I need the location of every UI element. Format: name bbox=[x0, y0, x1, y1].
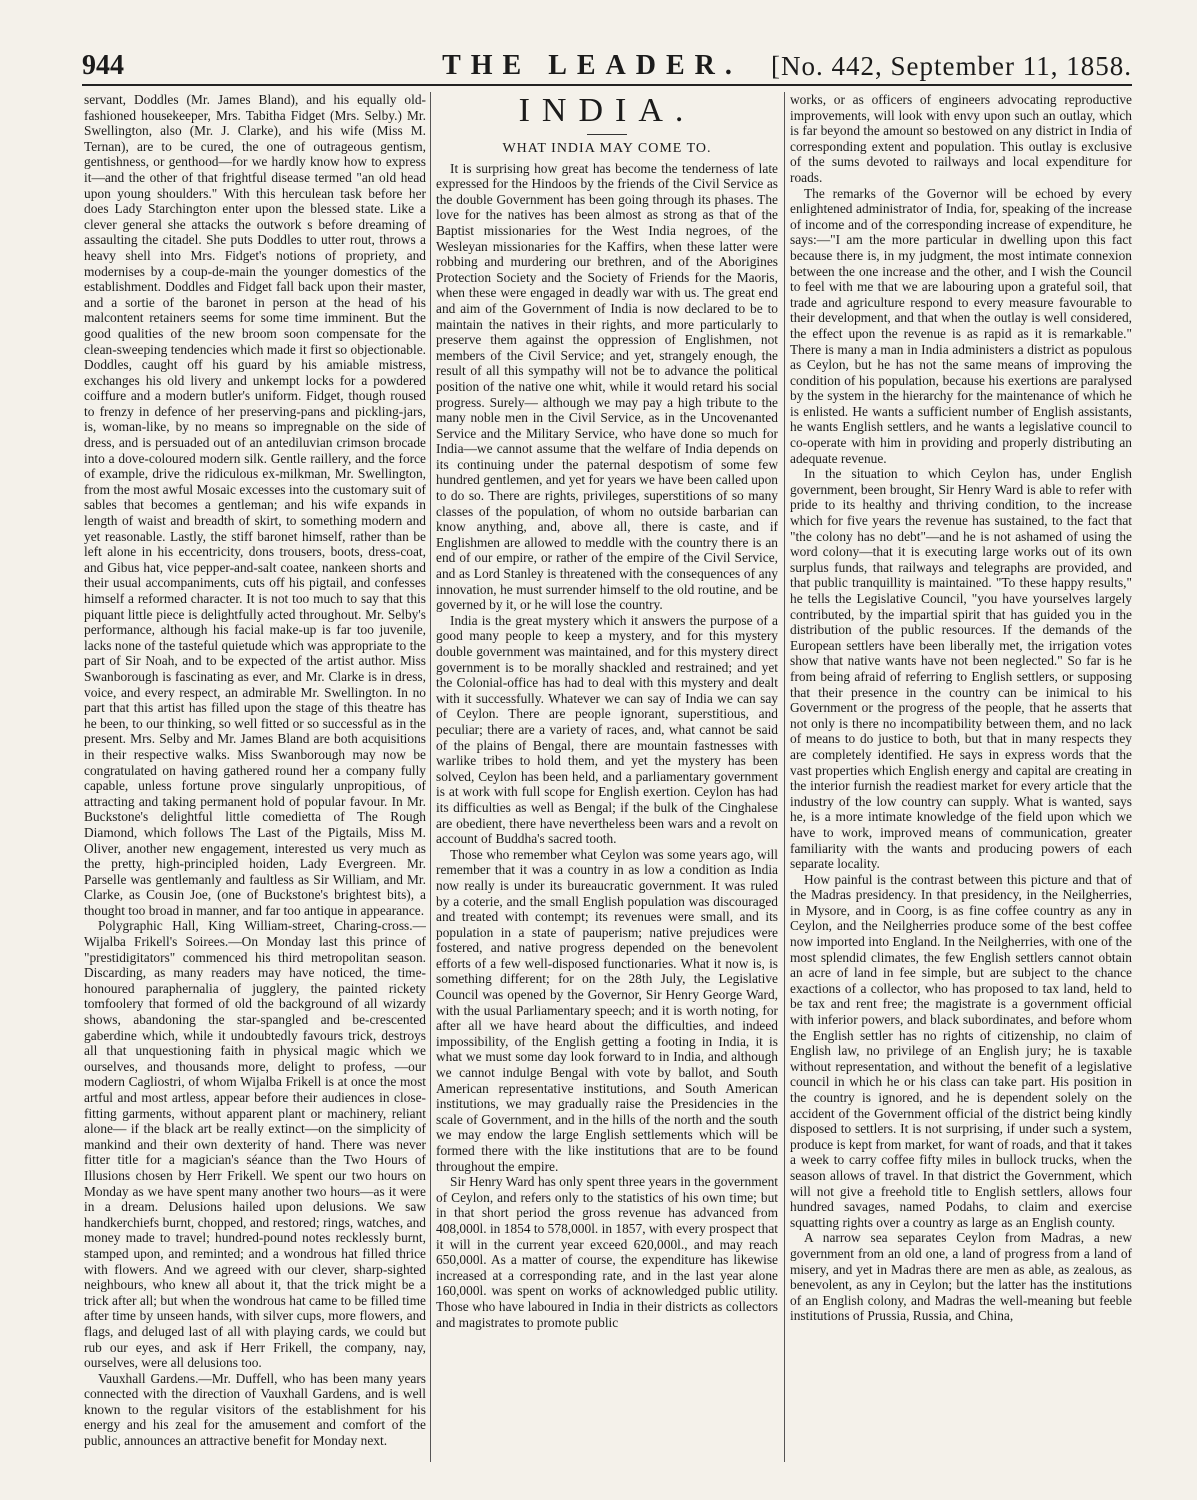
article-paragraph: Sir Henry Ward has only spent three years in the government of Ceylon, and refers only to the statistics of his own time; but in that short period the gross revenue has advanced from 408,000l. in 1854 to 578,000l. in 1857, with every prospect that it will in the current year exceed 620,000l., and may reach 650,000l. As a matter of course, the expenditure has likewise increased at a corresponding rate, and in the last year alone 160,000l. was spent on works of acknowledged public utility. Those who have laboured in India in their districts as collectors and magistrates to promote public bbox=[436, 1174, 778, 1330]
section-heading: INDIA. bbox=[518, 92, 696, 129]
article-paragraph: works, or as officers of engineers advocating reproductive improvements, will look with envy upon such an outlay, which is far beyond the amount so bestowed on any district in India of corresponding extent and population. This outlay is exclusive of the sums devoted to railways and local expenditure for roads. bbox=[790, 92, 1132, 185]
page-header bbox=[82, 48, 1132, 86]
review-paragraph: Vauxhall Gardens.—Mr. Duffell, who has been many years connected with the direction of Vauxhall Gardens, and is well known to the regular visitors of the establishment for his energy and his zeal for the amusement and comfort of the public, announces an attractive benefit for Monday next. bbox=[84, 1370, 426, 1449]
page-number: 944 bbox=[82, 50, 124, 81]
article-title: WHAT INDIA MAY COME TO. bbox=[502, 141, 712, 156]
article-paragraph: In the situation to which Ceylon has, under English government, been brought, Sir Henry Ward is able to refer with pride to its healthy and thriving condition, to the increase which for five years the revenue has sustained, to the fact that "the colony has no debt"—and he is not ashamed of using the word colony—that it is executing large works out of its own surplus funds, that railways and telegraphs are provided, and that public tranquillity is maintained. "To these happy results," he tells the Legislative Council, "you have yourselves largely contributed, by the impartial spirit that has guided you in the distribution of the public resources. If the demands of the European settlers have been liberally met, the irrigation votes show that native wants have not been neglected." So far is he from being afraid of referring to English settlers, or supposing that their presence in the country can be inimical to his Government or the progress of the people, that he asserts that not only is there no incompatibility between them, and no lack of means to do justice to both, but that in many respects they are completely identified. He says in express words that the vast properties which English energy and capital are creating in the interior furnish the readiest market for every article that the industry of the low country can supply. What is wanted, says he, is a more intimate knowledge of the field upon which we have to work, improved means of communication, greater familiarity with the wants and producing powers of each separate locality. bbox=[790, 466, 1132, 872]
section-divider bbox=[587, 134, 627, 135]
article-paragraph: Those who remember what Ceylon was some years ago, will remember that it was a country in as low a condition as India now really is under its bureaucratic government. It was ruled by a coterie, and the small English population was discouraged and treated with contempt; its revenues were small, and its population in a state of pauperism; native prejudices were fostered, and native progress depended on the benevolent efforts of a few well-disposed functionaries. What it now is, is something different; for on the 28th July, the Legislative Council was opened by the Governor, Sir Henry George Ward, with the usual Parliamentary speech; and it is worth noting, for after all we have heard about the difficulties, and indeed impossibility, of the English getting a footing in India, it is what we must some day look forward to in India, and although we cannot indulge Bengal with vote by ballot, and South American representative institutions, and South American institutions, we may gradually raise the Presidencies in the scale of Government, and in the hills of the north and the south we may endow the large English settlements which will be formed there with the like institutions that are to be found throughout the empire. bbox=[436, 846, 778, 1174]
article-paragraph: A narrow sea separates Ceylon from Madras, a new government from an old one, a land of progress from a land of misery, and yet in Madras there are men as able, as zealous, as benevolent, as any in Ceylon; but the latter has the institutions of an English colony, and Madras the well-meaning but feeble institutions of Prussia, Russia, and China, bbox=[790, 1230, 1132, 1324]
article-paragraph: It is surprising how great has become the tenderness of late expressed for the Hindoos by the friends of the Civil Service as the double Government has been going through its phases. The love for the natives has been almost as strong as that of the Baptist missionaries for the West India negroes, of the Wesleyan missionaries for the Kaffirs, when these latter were robbing and murdering our brethren, and of the Aborigines Protection Society and the Society of Friends for the Maoris, when these were engaged in deadly war with us. The great end and aim of the Government of India is now declared to be to maintain the natives in their rights, and more particularly to preserve them against the oppression of Englishmen, not members of the Civil Service; and yet, strangely enough, the result of all this sympathy will not be to advance the political position of the native one whit, while it would retard his social progress. Surely— although we may pay a high tribute to the many noble men in the Civil Service, as in the Uncovenanted Service and the Military Service, who have done so much for India—we cannot assume that the welfare of India depends on its continuing under the paternal despotism of some few hundred gentlemen, and yet for years we have been called upon to do so. There are rights, privileges, superstitions of so many classes of the population, of whom no outside barbarian can know anything, and, above all, there is caste, and if Englishmen are allowed to meddle with the country there is an end of our empire, or rather of the empire of the Civil Service, and as Lord Stanley is threatened with the consequences of any innovation, he must surrender himself to the old routine, and be governed by it, or he will lose the country. bbox=[436, 160, 778, 613]
review-paragraph: servant, Doddles (Mr. James Bland), and his equally old-fashioned housekeeper, Mrs. Tabitha Fidget (Mrs. Selby.) Mr. Swellington, also (Mr. J. Clarke), and his wife (Miss M. Ternan), are to be cured, the one of outrageous gentism, gentishness, or genthood—for we hardly know how to express it—and the other of that frightful disease termed "an old head upon young shoulders." With this herculean task before her does Lady Starchington enter upon the blessed state. Like a clever general she attacks the outwork s before dreaming of assaulting the citadel. She puts Doddles to utter rout, throws a heavy shell into Mrs. Fidget's notions of propriety, and modernises by a coup-de-main the younger domestics of the establishment. Doddles and Fidget fall back upon their master, and a sortie of the baronet in person at the head of his malcontent retainers seems for some time imminent. But the good qualities of the new broom soon compensate for the clean-sweeping tendencies which made it first so objectionable. Doddles, caught off his guard by his amiable mistress, exchanges his old livery and unkempt locks for a powdered coiffure and a modern butler's uniform. Fidget, though roused to frenzy in defence of her preserving-pans and pickling-jars, is, woman-like, by no means so impregnable on the side of dress, and is persuaded out of an antediluvian crimson brocade into a dove-coloured modern silk. Gentle raillery, and the force of example, drive the ridiculous ex-milkman, Mr. Swellington, from the most awful Mosaic excesses into the customary suit of sables that becomes a gentleman; and his wife expands in length of waist and breadth of skirt, to something modern and yet reasonable. Lastly, the stiff baronet himself, rather than be left alone in his eccentricity, dons trousers, boots, dress-coat, and Gibus hat, vice pepper-and-salt coatee, nankeen shorts and their usual accompaniments, cuts off his pigtail, and confesses himself a reformed character. It is not too much to say that this piquant little piece is delightfully acted throughout. Mr. Selby's performance, although his facial make-up is far too juvenile, lacks none of the tasteful quietude which was appropriate to the part of Sir Noah, and to be expected of the artist author. Miss Swanborough is fascinating as ever, and Mr. Clarke is in dress, voice, and every respect, an admirable Mr. Swellington. In no part that this artist has filled upon the stage of this theatre has he been, to our thinking, so well fitted or so successful as in the present. Mrs. Selby and Mr. James Bland are both acquisitions in their respective walks. Miss Swanborough may now be congratulated on having gathered round her a company fully capable, unless fortune prove singularly unpropitious, of attracting and taking permanent hold of popular favour. In Mr. Buckstone's delightful little comedietta of The Rough Diamond, which follows The Last of the Pigtails, Miss M. Oliver, another new engagement, interested us very much as the pretty, high-principled hoiden, Lady Evergreen. Mr. Parselle was gentlemanly and faultless as Sir William, and Mr. Clarke, as Cousin Joe, (one of Buckstone's brightest bits), a thought too broad in manner, and far too antique in appearance. bbox=[84, 92, 426, 918]
article-paragraph: How painful is the contrast between this picture and that of the Madras presidency. In that presidency, in the Neilgherries, in Mysore, and in Coorg, is as fine coffee country as any in Ceylon, and the Neilgherries produce some of the best coffee now imported into England. In the Neilgherries, with one of the most splendid climates, the few English settlers cannot obtain an acre of land in fee simple, but are subject to the chance exactions of a collector, who has proposed to tax land, held to be tax and rent free; the magistrate is a government official with inferior powers, and black subordinates, and before whom the English settler has no rights of citizenship, no claim of English law, no privilege of an English jury; he is taxable without representation, and without the benefit of a legislative council in which he or his class can take part. His position in the country is ignored, and he is dependent solely on the accident of the Government official of the district being kindly disposed to settlers. It is not surprising, if under such a system, produce is kept from market, for want of roads, and that it takes a week to carry coffee fifty miles in bullock trucks, when the season allows of travel. In that district the Government, which will not give a freehold title to English settlers, allows four hundred savages, named Podahs, to claim and exercise squatting rights over a country as large as an English county. bbox=[790, 871, 1132, 1230]
column-1 bbox=[84, 92, 426, 1464]
column-2 bbox=[436, 92, 778, 1464]
column-rule-right bbox=[784, 92, 785, 1462]
issue-info: [No. 442, September 11, 1858. bbox=[771, 51, 1132, 81]
column-rule-left bbox=[430, 92, 431, 1462]
article-paragraph: The remarks of the Governor will be echoed by every enlightened administrator of India, for, speaking of the increase of income and of the corresponding increase of expenditure, he says:—"I am the more particular in dwelling upon this fact because there is, in my judgment, the most intimate connexion between the one increase and the other, and I wish the Council to feel with me that we are labouring upon a grateful soil, that trade and agriculture respond to every measure favourable to their development, and that when the outlay is well considered, the effect upon the revenue is as rapid as it is remarkable." There is many a man in India administers a district as populous as Ceylon, but he has not the same means of improving the condition of his population, because his exertions are paralysed by the system in the hierarchy for the maintenance of which he is enlisted. He wants a sufficient number of English assistants, he wants English settlers, and he wants a legislative council to co-operate with him in providing and properly distributing an adequate revenue. bbox=[790, 185, 1132, 466]
review-paragraph: Polygraphic Hall, King William-street, Charing-cross.—Wijalba Frikell's Soirees.—On Monday last this prince of "prestidigitators" commenced his third metropolitan season. Discarding, as many readers may have noticed, the time-honoured paraphernalia of jugglery, the painted rickety tomfoolery that formed of old the background of all wizardy shows, abandoning the star-spangled and be-crescented gaberdine which, while it undoubtedly favours trick, destroys all that unquestioning faith in physical magic which we ourselves, and thousands more, delight to profess, —our modern Cagliostri, of whom Wijalba Frikell is at once the most artful and most artless, appear before their audiences in close-fitting garments, without apparent plant or machinery, reliant alone— if the black art be really extinct—on the simplicity of mankind and their own dexterity of hand. There was never fitter title for a magician's séance than the Two Hours of Illusions chosen by Herr Frikell. We spent our two hours on Monday as we have spent many another two hours—as it were in a dream. Delusions hailed upon delusions. We saw handkerchiefs burnt, chopped, and restored; rings, watches, and money made to travel; hundred-pound notes recklessly burnt, stamped upon, and reminted; and a wondrous hat filled thrice with flowers. And we agreed with our clever, sharp-sighted neighbours, who knew all about it, that the trick might be a trick after all; but when the wondrous hat came to be filled time after time by unseen hands, with silver cups, more flowers, and flags, and deluged last of all with playing cards, we could but rub our eyes, and ask if Herr Frikell, the company, nay, ourselves, were all delusions too. bbox=[84, 918, 426, 1371]
newspaper-title: THE LEADER. bbox=[442, 50, 742, 81]
column-3 bbox=[790, 92, 1132, 1464]
article-paragraph: India is the great mystery which it answers the purpose of a good many people to keep a mystery, and for this mystery double government was maintained, and for this mystery direct government is to be morally shackled and restrained; and yet the Colonial-office has had to deal with this mystery and dealt with it successfully. Whatever we can say of India we can say of Ceylon. There are people ignorant, superstitious, and peculiar; there are a variety of races, and, what cannot be said of the plains of Bengal, there are mountain fastnesses with warlike tribes to hold them, and yet the mystery has been solved, Ceylon has been held, and a parliamentary government is at work with full scope for English exertion. Ceylon has had its difficulties as well as Bengal; if the bulk of the Cinghalese are obedient, there have nevertheless been wars and a revolt on account of Buddha's sacred tooth. bbox=[436, 612, 778, 847]
